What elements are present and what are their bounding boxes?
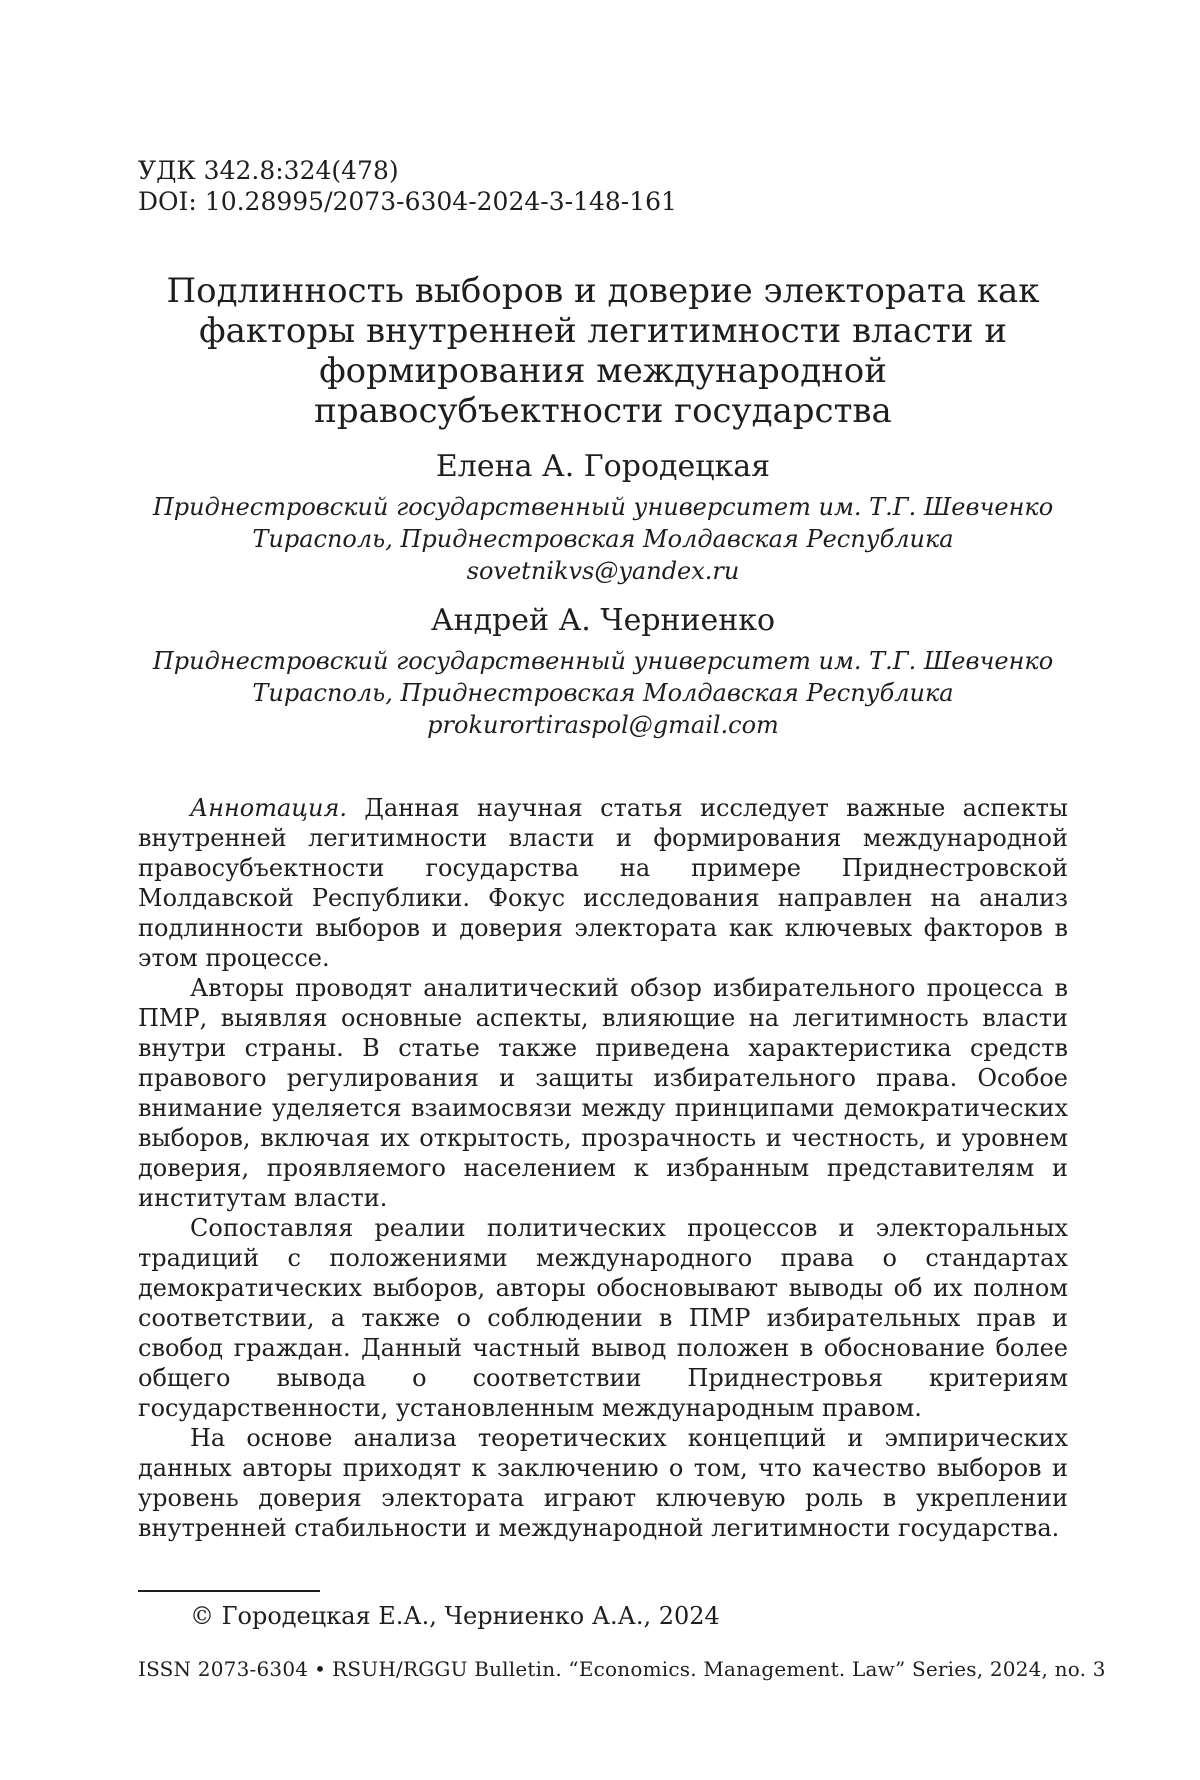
doi: DOI: 10.28995/2073-6304-2024-3-148-161 xyxy=(138,187,677,216)
abstract-paragraph: Авторы проводят аналитический обзор избирательного процесса в ПМР, выявляя основные аспекты, влияющие на легитимность власти внутри страны. В статье также приведена характеристика средств правового регулирования и защиты избирательного права. Особое внимание уделяется взаимосвязи между принципами демократических выборов, включая их открытость, прозрачность и честность, и уровнем доверия, проявляемого населением к избранным представителям и институтам власти. xyxy=(138,974,1068,1212)
abstract-paragraph: Сопоставляя реалии политических процессов и электоральных традиций с положениями международного права о стандартах демократических выборов, авторы обосновывают выводы об их полном соответствии, а также о соблюдении в ПМР избирательных прав и свобод граждан. Данный частный вывод положен в обоснование более общего вывода о соответствии Приднестровья критериям государственности, установленным международным правом. xyxy=(138,1214,1068,1422)
author-affiliation-block xyxy=(138,491,1068,587)
page-footer xyxy=(138,1656,1106,1682)
article-title: Подлинность выборов и доверие электората как факторы внутренней легитимности власти и формирования международной правосубъектности государства xyxy=(166,271,1040,431)
author-affiliation-block xyxy=(138,645,1068,741)
author-affiliation: Приднестровский государственный университет им. Т.Г. Шевченко xyxy=(152,647,1054,675)
journal-citation: RSUH/RGGU Bulletin. “Economics. Management. Law” Series, 2024, no. 3 xyxy=(332,1657,1106,1681)
issn: ISSN 2073-6304 xyxy=(138,1657,309,1681)
footnote-divider xyxy=(138,1590,320,1592)
author-location: Тирасполь, Приднестровская Молдавская Республика xyxy=(252,525,954,553)
article-meta xyxy=(138,155,1068,217)
abstract xyxy=(138,793,1068,1543)
abstract-paragraph: На основе анализа теоретических концепций и эмпирических данных авторы приходят к заключению о том, что качество выборов и уровень доверия электората играют ключевую роль в укреплении внутренней стабильности и международной легитимности государства. xyxy=(138,1424,1068,1542)
author-name: Елена А. Городецкая xyxy=(435,449,771,484)
author-email[interactable]: sovetnikvs@yandex.ru xyxy=(466,557,740,585)
copyright-note: © Городецкая Е.А., Черниенко А.А., 2024 xyxy=(190,1602,720,1630)
abstract-text: Данная научная статья исследует важные аспекты внутренней легитимности власти и формирования международной правосубъектности государства на примере Приднестровской Молдавской Республики. Фокус исследования направлен на анализ подлинности выборов и доверия электората как ключевых факторов в этом процессе. xyxy=(138,794,1068,972)
footer-bullet: • xyxy=(314,1657,327,1681)
article-first-page xyxy=(138,155,1068,1543)
udc-code: УДК 342.8:324(478) xyxy=(138,156,399,185)
abstract-paragraph xyxy=(138,793,1068,973)
abstract-label: Аннотация. xyxy=(190,794,348,822)
author-affiliation: Приднестровский государственный университет им. Т.Г. Шевченко xyxy=(152,493,1054,521)
author-email[interactable]: prokurortiraspol@gmail.com xyxy=(427,711,779,739)
author-name: Андрей А. Черниенко xyxy=(430,603,776,638)
author-location: Тирасполь, Приднестровская Молдавская Республика xyxy=(252,679,954,707)
